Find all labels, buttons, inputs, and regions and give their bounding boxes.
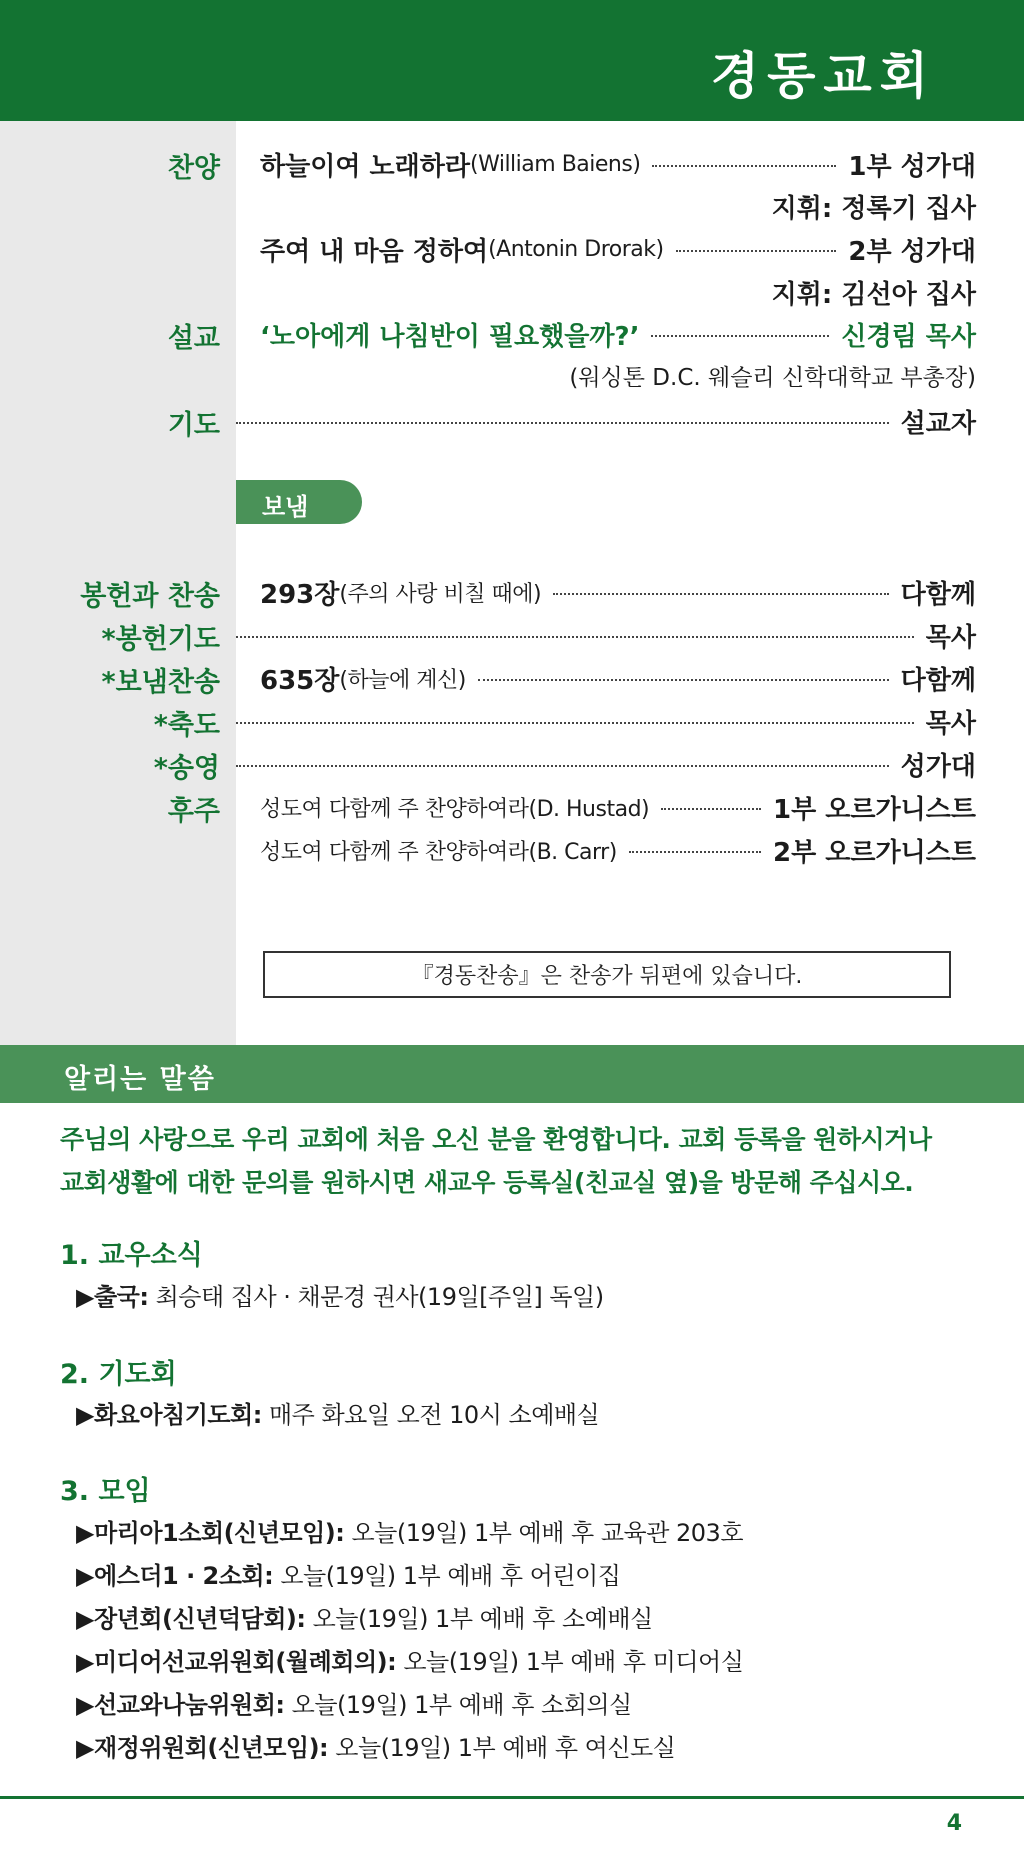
choir1-composer: (William Baiens) xyxy=(469,151,641,177)
prayer-leader: 설교자 xyxy=(900,408,976,439)
sermon-preacher-title: (워싱톤 D.C. 웨슬리 신학대학교 부총장) xyxy=(569,365,976,391)
blessing-leader: 목사 xyxy=(925,708,976,739)
announcement-item: ▶장년회(신년덕담회): 오늘(19일) 1부 예배 후 소예배실 xyxy=(76,1605,653,1633)
doxology-row xyxy=(0,740,1024,782)
offering-prayer-label: *봉헌기도 xyxy=(101,624,220,655)
announcements-bar xyxy=(0,1045,1024,1103)
postlude2-performer: 2부 오르가니스트 xyxy=(773,837,976,868)
choir-row-1 xyxy=(0,140,1024,182)
leader-dots xyxy=(553,593,889,595)
offering-hymn-number: 293장 xyxy=(260,579,340,610)
offering-label: 봉헌과 찬송 xyxy=(80,581,220,612)
leader-dots xyxy=(661,808,761,810)
footer-rule xyxy=(0,1796,1024,1799)
blessing-label: *축도 xyxy=(153,710,220,741)
announcement-item: ▶미디어선교위원회(월례회의): 오늘(19일) 1부 예배 후 미디어실 xyxy=(76,1648,744,1676)
section-title-prayer-meetings: 2. 기도회 xyxy=(60,1359,177,1390)
choir1-conductor: 지휘: 정록기 집사 xyxy=(771,194,976,224)
page-number: 4 xyxy=(946,1811,962,1836)
sending-hymn-label: *보냄찬송 xyxy=(101,667,220,698)
choir2-title: 주여 내 마음 정하여 xyxy=(260,236,489,267)
welcome-message-line2: 교회생활에 대한 문의를 원하시면 새교우 등록실(친교실 옆)을 방문해 주십시오. xyxy=(60,1168,914,1197)
announcement-item: ▶출국: 최승태 집사 · 채문경 권사(19일[주일] 독일) xyxy=(76,1283,604,1311)
offering-row xyxy=(0,568,1024,610)
postlude-label: 후주 xyxy=(167,796,220,827)
prayer-label: 기도 xyxy=(167,410,220,441)
sending-section-tab xyxy=(236,480,362,524)
sermon-preacher-title-row xyxy=(0,353,1024,395)
offering-prayer-row xyxy=(0,611,1024,653)
section-title-members-news: 1. 교우소식 xyxy=(60,1240,203,1271)
sermon-label: 설교 xyxy=(167,323,220,354)
postlude2-title: 성도여 다함께 주 찬양하여라(B. Carr) xyxy=(260,839,617,865)
choir-label: 찬양 xyxy=(167,153,220,184)
sending-hymn-performer: 다함께 xyxy=(900,665,976,696)
sermon-title: ‘노아에게 나침반이 필요했을까?’ xyxy=(260,321,640,352)
sending-hymn-row xyxy=(0,654,1024,696)
choir2-performer: 2부 성가대 xyxy=(848,236,976,267)
blessing-row xyxy=(0,697,1024,739)
announcements-heading: 알리는 말씀 xyxy=(64,1064,216,1095)
announcement-item: ▶마리아1소회(신년모임): 오늘(19일) 1부 예배 후 교육관 203호 xyxy=(76,1519,744,1547)
postlude1-performer: 1부 오르가니스트 xyxy=(773,794,976,825)
sending-hymn-title: (하늘에 계신) xyxy=(339,667,466,693)
offering-hymn-title: (주의 사랑 비칠 때에) xyxy=(339,581,542,607)
offering-prayer-leader: 목사 xyxy=(925,622,976,653)
leader-dots xyxy=(652,165,836,167)
church-name: 경동교회 xyxy=(710,47,936,105)
offering-performer: 다함께 xyxy=(900,579,976,610)
announcement-item: ▶재정위원회(신년모임): 오늘(19일) 1부 예배 후 여신도실 xyxy=(76,1734,676,1762)
choir2-composer: (Antonin Drorak) xyxy=(488,236,664,262)
leader-dots xyxy=(236,765,889,767)
announcement-item: ▶선교와나눔위원회: 오늘(19일) 1부 예배 후 소회의실 xyxy=(76,1691,632,1719)
section-title-meetings: 3. 모임 xyxy=(60,1476,151,1507)
choir1-title: 하늘이여 노래하라 xyxy=(260,151,470,182)
header-bar xyxy=(0,0,1024,121)
choir-row-2 xyxy=(0,225,1024,267)
postlude1-title: 성도여 다함께 주 찬양하여라(D. Hustad) xyxy=(260,796,650,822)
choir-conductor-row-1 xyxy=(0,182,1024,224)
sermon-row xyxy=(0,310,1024,352)
hymnal-note: 『경동찬송』은 찬송가 뒤편에 있습니다. xyxy=(263,951,951,998)
postlude-row-2 xyxy=(0,826,1024,868)
leader-dots xyxy=(236,422,889,424)
leader-dots xyxy=(236,722,914,724)
sending-tab-label: 보냄 xyxy=(262,493,309,521)
choir2-conductor: 지휘: 김선아 집사 xyxy=(771,280,976,310)
leader-dots xyxy=(629,851,761,853)
leader-dots xyxy=(651,335,829,337)
announcement-item: ▶에스더1 · 2소회: 오늘(19일) 1부 예배 후 어린이집 xyxy=(76,1562,621,1590)
announcement-item: ▶화요아침기도회: 매주 화요일 오전 10시 소예배실 xyxy=(76,1401,600,1429)
leader-dots xyxy=(236,636,914,638)
postlude-row-1 xyxy=(0,783,1024,825)
doxology-performer: 성가대 xyxy=(900,751,976,782)
prayer-row xyxy=(0,397,1024,439)
sending-hymn-number: 635장 xyxy=(260,665,340,696)
sermon-preacher: 신경림 목사 xyxy=(841,321,976,352)
choir1-performer: 1부 성가대 xyxy=(848,151,976,182)
choir-conductor-row-2 xyxy=(0,268,1024,310)
leader-dots xyxy=(478,679,889,681)
leader-dots xyxy=(676,250,837,252)
doxology-label: *송영 xyxy=(153,753,220,784)
welcome-message-line1: 주님의 사랑으로 우리 교회에 처음 오신 분을 환영합니다. 교회 등록을 원하시거나 xyxy=(60,1125,932,1154)
